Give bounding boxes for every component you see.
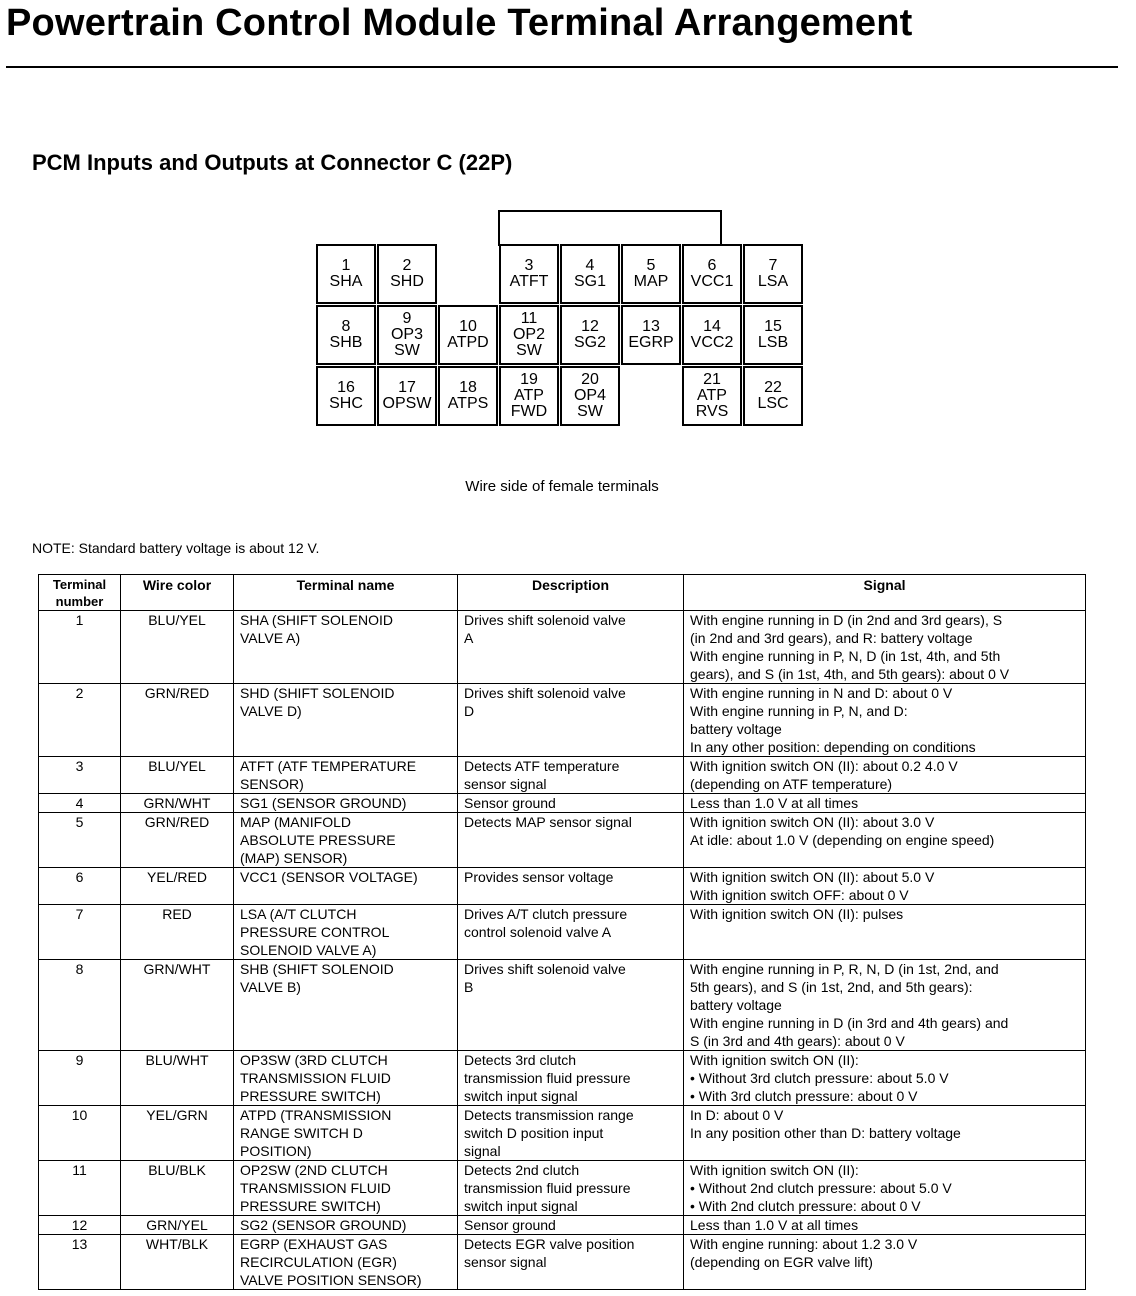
cell-description-line: switch D position input (464, 1125, 604, 1141)
cell-terminal-name-line: ATFT (ATF TEMPERATURE (240, 758, 417, 774)
terminal-number: 8 (341, 318, 351, 335)
terminal-label: SHD (390, 273, 424, 290)
cell-wire-color: GRN/WHT (121, 794, 234, 813)
connector-diagram (0, 0, 1136, 440)
cell-signal-line: In any other position: depending on conditions (690, 739, 976, 755)
cell-signal-line: With ignition switch ON (II): (690, 1052, 859, 1068)
cell-signal-line: With ignition switch ON (II): about 3.0 V (690, 814, 935, 830)
terminal-number: 22 (764, 379, 782, 396)
header-terminal-name: Terminal name (234, 575, 458, 611)
table-row (39, 960, 1086, 1051)
cell-terminal-name-line: OP3SW (3RD CLUTCH (240, 1052, 388, 1068)
terminal-cell (682, 244, 742, 304)
terminal-number: 19 (520, 371, 538, 388)
cell-signal-line: With ignition switch ON (II): pulses (690, 906, 904, 922)
terminal-number: 18 (459, 379, 477, 396)
cell-signal-line: With engine running in P, R, N, D (in 1st, 2nd, and (690, 961, 999, 977)
header-wire-color: Wire color (121, 575, 234, 611)
cell-signal-line: In any position other than D: battery voltage (690, 1125, 961, 1141)
terminal-label: ATP (514, 387, 544, 404)
cell-signal (684, 1216, 1086, 1235)
terminal-label: SW (516, 342, 542, 359)
cell-terminal-name-line: PRESSURE CONTROL (240, 924, 390, 940)
cell-terminal-name-line: SHA (SHIFT SOLENOID (240, 612, 393, 628)
table-row (39, 794, 1086, 813)
cell-signal-line: (depending on ATF temperature) (690, 776, 893, 792)
cell-description-line: Drives shift solenoid valve (464, 685, 626, 701)
terminal-table-container (38, 574, 1085, 1290)
cell-terminal-name-line: VALVE D) (240, 703, 302, 719)
cell-terminal-name-line: RECIRCULATION (EGR) (240, 1254, 397, 1270)
cell-terminal-number: 10 (39, 1106, 121, 1161)
cell-signal-line: Less than 1.0 V at all times (690, 795, 859, 811)
cell-signal-line: battery voltage (690, 721, 782, 737)
table-row (39, 905, 1086, 960)
cell-signal (684, 757, 1086, 794)
terminal-cell (560, 244, 620, 304)
cell-description-line: Drives A/T clutch pressure (464, 906, 628, 922)
cell-description (458, 757, 684, 794)
cell-terminal-name-line: SOLENOID VALVE A) (240, 942, 377, 958)
terminal-number: 4 (585, 257, 595, 274)
cell-terminal-name (234, 794, 458, 813)
cell-description-line: sensor signal (464, 776, 547, 792)
cell-terminal-name-line: VCC1 (SENSOR VOLTAGE) (240, 869, 418, 885)
cell-wire-color: GRN/YEL (121, 1216, 234, 1235)
cell-signal-line: At idle: about 1.0 V (depending on engine speed) (690, 832, 995, 848)
terminal-cell (560, 366, 620, 426)
terminal-label: OPSW (382, 395, 432, 412)
cell-terminal-name-line: SG2 (SENSOR GROUND) (240, 1217, 407, 1233)
cell-signal-line: In D: about 0 V (690, 1107, 784, 1123)
cell-signal (684, 684, 1086, 757)
terminal-number: 12 (581, 318, 599, 335)
cell-signal-line: With engine running in D (in 2nd and 3rd gears), S (690, 612, 1003, 628)
cell-description (458, 868, 684, 905)
terminal-label: SHC (329, 395, 363, 412)
terminal-number: 14 (703, 318, 721, 335)
cell-signal-line: • Without 3rd clutch pressure: about 5.0 V (690, 1070, 949, 1086)
terminal-number: 1 (341, 257, 351, 274)
cell-terminal-number: 7 (39, 905, 121, 960)
terminal-label: SHB (329, 334, 363, 351)
cell-signal-line: • With 3rd clutch pressure: about 0 V (690, 1088, 918, 1104)
cell-terminal-name-line: VALVE POSITION SENSOR) (240, 1272, 422, 1288)
cell-terminal-name-line: OP2SW (2ND CLUTCH (240, 1162, 388, 1178)
cell-description-line: sensor signal (464, 1254, 547, 1270)
terminal-table (38, 574, 1086, 1290)
terminal-cell (377, 244, 437, 304)
cell-signal-line: With ignition switch ON (II): (690, 1162, 859, 1178)
cell-terminal-name-line: PRESSURE SWITCH) (240, 1198, 381, 1214)
terminal-number: 9 (402, 310, 412, 327)
terminal-label: SG1 (573, 273, 606, 290)
header-terminal-number (39, 575, 121, 611)
terminal-label: VCC1 (690, 273, 734, 290)
terminal-number: 17 (398, 379, 416, 396)
cell-signal (684, 1106, 1086, 1161)
cell-description-line: Detects MAP sensor signal (464, 814, 632, 830)
voltage-note: NOTE: Standard battery voltage is about 12 V. (32, 540, 320, 556)
cell-description (458, 684, 684, 757)
terminal-cell (560, 305, 620, 365)
cell-terminal-number: 12 (39, 1216, 121, 1235)
cell-signal-line: With engine running in P, N, D (in 1st, 4th, and 5th (690, 648, 1001, 664)
cell-wire-color: YEL/RED (121, 868, 234, 905)
cell-terminal-name-line: SHD (SHIFT SOLENOID (240, 685, 395, 701)
table-row (39, 611, 1086, 684)
cell-description (458, 1216, 684, 1235)
terminal-cell (316, 305, 376, 365)
cell-description (458, 794, 684, 813)
cell-terminal-name (234, 1216, 458, 1235)
cell-signal-line: • Without 2nd clutch pressure: about 5.0 V (690, 1180, 952, 1196)
table-row (39, 1216, 1086, 1235)
cell-wire-color: WHT/BLK (121, 1235, 234, 1290)
cell-description-line: switch input signal (464, 1088, 578, 1104)
cell-description-line: signal (464, 1143, 501, 1159)
terminal-number: 11 (520, 310, 538, 327)
cell-description (458, 1235, 684, 1290)
cell-terminal-name (234, 813, 458, 868)
cell-description-line: Provides sensor voltage (464, 869, 614, 885)
cell-terminal-name-line: VALVE A) (240, 630, 301, 646)
cell-signal (684, 813, 1086, 868)
cell-description (458, 1106, 684, 1161)
cell-signal (684, 1161, 1086, 1216)
cell-terminal-name (234, 1051, 458, 1106)
terminal-label: ATPD (447, 334, 489, 351)
terminal-label: ATPS (447, 395, 489, 412)
cell-wire-color: RED (121, 905, 234, 960)
cell-signal-line: With engine running in D (in 3rd and 4th gears) and (690, 1015, 1009, 1031)
cell-signal-line: (in 2nd and 3rd gears), and R: battery voltage (690, 630, 973, 646)
terminal-number: 15 (764, 318, 782, 335)
cell-terminal-number: 4 (39, 794, 121, 813)
cell-terminal-name-line: EGRP (EXHAUST GAS (240, 1236, 388, 1252)
cell-description (458, 1161, 684, 1216)
cell-wire-color: GRN/WHT (121, 960, 234, 1051)
cell-terminal-number: 11 (39, 1161, 121, 1216)
cell-terminal-name (234, 684, 458, 757)
terminal-label: LSA (757, 273, 789, 290)
cell-terminal-name (234, 1106, 458, 1161)
cell-terminal-name-line: RANGE SWITCH D (240, 1125, 363, 1141)
cell-terminal-name-line: SENSOR) (240, 776, 304, 792)
cell-terminal-number: 9 (39, 1051, 121, 1106)
cell-signal-line: 5th gears), and S (in 1st, 2nd, and 5th gears): (690, 979, 973, 995)
cell-signal-line: With engine running in N and D: about 0 V (690, 685, 953, 701)
cell-signal (684, 611, 1086, 684)
cell-description (458, 960, 684, 1051)
cell-terminal-name (234, 1235, 458, 1290)
cell-terminal-name (234, 757, 458, 794)
cell-description (458, 1051, 684, 1106)
table-row (39, 1235, 1086, 1290)
cell-terminal-number: 2 (39, 684, 121, 757)
terminal-number: 10 (459, 318, 477, 335)
cell-signal-line: • With 2nd clutch pressure: about 0 V (690, 1198, 921, 1214)
table-row (39, 1051, 1086, 1106)
terminal-cell (743, 366, 803, 426)
terminal-cell (316, 366, 376, 426)
terminal-cell (621, 244, 681, 304)
connector-locking-tab (498, 210, 722, 246)
terminal-cell (377, 305, 437, 365)
terminal-cell (499, 244, 559, 304)
cell-description (458, 813, 684, 868)
cell-terminal-name (234, 1161, 458, 1216)
cell-signal-line: Less than 1.0 V at all times (690, 1217, 859, 1233)
terminal-cell (438, 366, 498, 426)
cell-description-line: Sensor ground (464, 1217, 556, 1233)
terminal-label: SHA (329, 273, 363, 290)
cell-wire-color: GRN/RED (121, 813, 234, 868)
table-row (39, 868, 1086, 905)
cell-signal-line: With engine running: about 1.2 3.0 V (690, 1236, 918, 1252)
cell-signal-line: gears), and S (in 1st, 4th, and 5th gears): about 0 V (690, 666, 1010, 682)
terminal-label: LSC (757, 395, 789, 412)
table-row (39, 757, 1086, 794)
terminal-label: SW (394, 342, 420, 359)
terminal-number: 20 (581, 371, 599, 388)
table-row (39, 684, 1086, 757)
cell-description-line: Detects EGR valve position (464, 1236, 635, 1252)
terminal-label: OP2 (512, 326, 545, 343)
terminal-label: OP4 (573, 387, 606, 404)
cell-description (458, 611, 684, 684)
terminal-label: FWD (510, 403, 548, 420)
cell-description-line: D (464, 703, 475, 719)
cell-wire-color: BLU/WHT (121, 1051, 234, 1106)
terminal-cell (377, 366, 437, 426)
terminal-label: SG2 (573, 334, 606, 351)
section-title: PCM Inputs and Outputs at Connector C (22P) (32, 150, 513, 175)
cell-description-line: transmission fluid pressure (464, 1180, 631, 1196)
terminal-label: LSB (757, 334, 789, 351)
cell-signal (684, 868, 1086, 905)
cell-signal (684, 794, 1086, 813)
terminal-number: 7 (768, 257, 778, 274)
cell-terminal-number: 3 (39, 757, 121, 794)
cell-signal-line: S (in 3rd and 4th gears): about 0 V (690, 1033, 905, 1049)
cell-description-line: A (464, 630, 474, 646)
terminal-cell (621, 305, 681, 365)
cell-description-line: switch input signal (464, 1198, 578, 1214)
table-row (39, 813, 1086, 868)
terminal-cell (743, 244, 803, 304)
cell-terminal-number: 13 (39, 1235, 121, 1290)
cell-signal (684, 1051, 1086, 1106)
cell-description-line: Drives shift solenoid valve (464, 612, 626, 628)
terminal-label: ATP (697, 387, 727, 404)
cell-wire-color: GRN/RED (121, 684, 234, 757)
terminal-cell (499, 305, 559, 365)
cell-terminal-number: 6 (39, 868, 121, 905)
cell-wire-color: YEL/GRN (121, 1106, 234, 1161)
cell-signal-line: With ignition switch ON (II): about 0.2 4.0 V (690, 758, 958, 774)
cell-terminal-name-line: ATPD (TRANSMISSION (240, 1107, 392, 1123)
cell-terminal-name-line: POSITION) (240, 1143, 312, 1159)
cell-terminal-name (234, 905, 458, 960)
cell-signal-line: With ignition switch ON (II): about 5.0 V (690, 869, 935, 885)
cell-wire-color: BLU/BLK (121, 1161, 234, 1216)
terminal-cell (438, 305, 498, 365)
cell-wire-color: BLU/YEL (121, 757, 234, 794)
cell-terminal-name-line: (MAP) SENSOR) (240, 850, 348, 866)
terminal-number: 13 (642, 318, 660, 335)
cell-terminal-name-line: TRANSMISSION FLUID (240, 1070, 391, 1086)
cell-signal (684, 960, 1086, 1051)
cell-wire-color: BLU/YEL (121, 611, 234, 684)
cell-description-line: Detects ATF temperature (464, 758, 620, 774)
header-terminal-number-text: Terminal number (52, 577, 107, 609)
cell-terminal-name (234, 960, 458, 1051)
terminal-label: OP3 (390, 326, 423, 343)
terminal-cell (743, 305, 803, 365)
connector-caption: Wire side of female terminals (465, 478, 659, 495)
cell-signal-line: battery voltage (690, 997, 782, 1013)
terminal-number: 6 (707, 257, 717, 274)
cell-description-line: B (464, 979, 474, 995)
cell-terminal-number: 8 (39, 960, 121, 1051)
table-header-row (39, 575, 1086, 611)
cell-description-line: Detects 3rd clutch (464, 1052, 577, 1068)
terminal-number: 2 (402, 257, 412, 274)
cell-terminal-name-line: SHB (SHIFT SOLENOID (240, 961, 394, 977)
cell-signal-line: (depending on EGR valve lift) (690, 1254, 873, 1270)
page-title: Powertrain Control Module Terminal Arrangement (6, 2, 913, 44)
cell-description-line: transmission fluid pressure (464, 1070, 631, 1086)
terminal-label: ATFT (509, 273, 549, 290)
terminal-cell (682, 305, 742, 365)
cell-description-line: Detects 2nd clutch (464, 1162, 580, 1178)
cell-terminal-name-line: LSA (A/T CLUTCH (240, 906, 357, 922)
table-row (39, 1106, 1086, 1161)
terminal-label: SW (577, 403, 603, 420)
cell-terminal-name-line: TRANSMISSION FLUID (240, 1180, 391, 1196)
cell-description-line: control solenoid valve A (464, 924, 612, 940)
cell-description (458, 905, 684, 960)
terminal-number: 3 (524, 257, 534, 274)
cell-signal (684, 905, 1086, 960)
terminal-label: RVS (695, 403, 729, 420)
terminal-number: 5 (646, 257, 656, 274)
cell-signal-line: With engine running in P, N, and D: (690, 703, 908, 719)
cell-terminal-name (234, 611, 458, 684)
terminal-cell (682, 366, 742, 426)
terminal-label: MAP (633, 273, 669, 290)
terminal-label: VCC2 (690, 334, 734, 351)
cell-terminal-number: 1 (39, 611, 121, 684)
cell-terminal-name-line: VALVE B) (240, 979, 301, 995)
table-row (39, 1161, 1086, 1216)
cell-description-line: Sensor ground (464, 795, 556, 811)
cell-terminal-name (234, 868, 458, 905)
terminal-cell (499, 366, 559, 426)
cell-terminal-name-line: PRESSURE SWITCH) (240, 1088, 381, 1104)
cell-signal-line: With ignition switch OFF: about 0 V (690, 887, 909, 903)
cell-terminal-number: 5 (39, 813, 121, 868)
header-signal: Signal (684, 575, 1086, 611)
terminal-number: 21 (703, 371, 721, 388)
cell-terminal-name-line: MAP (MANIFOLD (240, 814, 351, 830)
cell-description-line: Detects transmission range (464, 1107, 634, 1123)
cell-signal (684, 1235, 1086, 1290)
header-description: Description (458, 575, 684, 611)
terminal-label: EGRP (628, 334, 674, 351)
terminal-number: 16 (337, 379, 355, 396)
cell-terminal-name-line: SG1 (SENSOR GROUND) (240, 795, 407, 811)
cell-terminal-name-line: ABSOLUTE PRESSURE (240, 832, 396, 848)
terminal-cell (316, 244, 376, 304)
cell-description-line: Drives shift solenoid valve (464, 961, 626, 977)
